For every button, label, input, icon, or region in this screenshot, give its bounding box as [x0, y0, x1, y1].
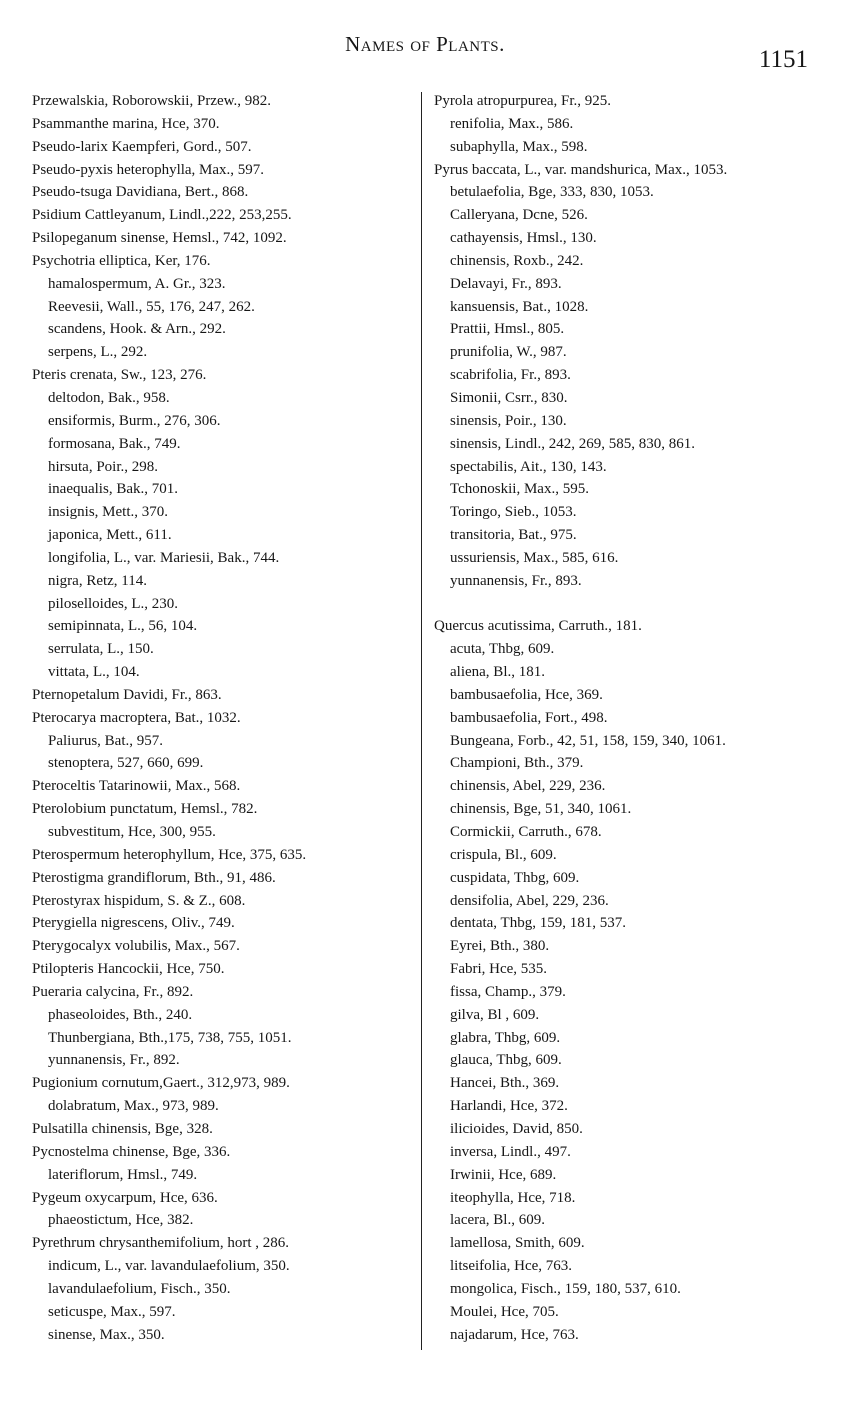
index-subentry: glabra, Thbg, 609.	[450, 1029, 561, 1046]
index-entry: Pseudo-pyxis heterophylla, Max., 597.	[32, 161, 265, 178]
index-subentry: subaphylla, Max., 598.	[450, 138, 588, 155]
index-subentry: lavandulaefolium, Fisch., 350.	[48, 1280, 231, 1297]
index-subentry: fissa, Champ., 379.	[450, 983, 566, 1000]
index-entry: Pternopetalum Davidi, Fr., 863.	[32, 686, 222, 703]
index-entry: Pueraria calycina, Fr., 892.	[32, 983, 194, 1000]
index-subentry: Harlandi, Hce, 372.	[450, 1098, 568, 1115]
index-subentry: chinensis, Abel, 229, 236.	[450, 778, 606, 795]
index-subentry: sinensis, Lindl., 242, 269, 585, 830, 861.	[450, 435, 696, 452]
index-subentry: semipinnata, L., 56, 104.	[48, 618, 198, 635]
index-subentry: Bungeana, Forb., 42, 51, 158, 159, 340, 1061.	[450, 732, 726, 749]
index-subentry: nigra, Retz, 114.	[48, 572, 148, 589]
index-entry: Pyrola atropurpurea, Fr., 925.	[434, 93, 612, 109]
index-subentry: ensiformis, Burm., 276, 306.	[48, 412, 221, 429]
index-entry: Pterostyrax hispidum, S. & Z., 608.	[32, 892, 246, 909]
index-subentry: gilva, Bl , 609.	[450, 1006, 540, 1023]
index-subentry: sinense, Max., 350.	[48, 1326, 165, 1343]
page-number: 1151	[758, 46, 808, 73]
index-subentry: formosana, Bak., 749.	[48, 435, 181, 452]
index-subentry: lamellosa, Smith, 609.	[450, 1235, 585, 1252]
index-entry: Pterygiella nigrescens, Oliv., 749.	[32, 915, 235, 932]
index-subentry: inaequalis, Bak., 701.	[48, 481, 178, 498]
column-divider	[421, 92, 422, 1350]
index-entry: Quercus acutissima, Carruth., 181.	[434, 618, 642, 635]
index-entry: Psidium Cattleyanum, Lindl.,222, 253,255.	[32, 207, 292, 224]
index-subentry: Moulei, Hce, 705.	[450, 1303, 559, 1320]
index-column-right	[434, 90, 834, 1346]
index-subentry: lacera, Bl., 609.	[450, 1212, 545, 1229]
index-subentry: iteophylla, Hce, 718.	[450, 1189, 576, 1206]
index-entry: Pterocarya macroptera, Bat., 1032.	[32, 709, 241, 726]
index-subentry: Delavayi, Fr., 893.	[450, 275, 562, 292]
index-subentry: Simonii, Csrr., 830.	[450, 389, 568, 406]
index-subentry: scandens, Hook. & Arn., 292.	[48, 321, 226, 338]
index-subentry: cathayensis, Hmsl., 130.	[450, 230, 597, 247]
index-subentry: Hancei, Bth., 369.	[450, 1075, 560, 1092]
index-entry: Pterolobium punctatum, Hemsl., 782.	[32, 801, 258, 818]
index-subentry: Eyrei, Bth., 380.	[450, 938, 550, 955]
index-subentry: Irwinii, Hce, 689.	[450, 1166, 557, 1183]
index-subentry: spectabilis, Ait., 130, 143.	[450, 458, 607, 475]
index-subentry: Prattii, Hmsl., 805.	[450, 321, 565, 338]
index-entry: Pulsatilla chinensis, Bge, 328.	[32, 1120, 213, 1137]
index-subentry: kansuensis, Bat., 1028.	[450, 298, 589, 315]
index-subentry: phaseoloides, Bth., 240.	[48, 1006, 193, 1023]
index-subentry: bambusaefolia, Fort., 498.	[450, 709, 608, 726]
index-subentry: cuspidata, Thbg, 609.	[450, 869, 580, 886]
index-subentry: hamalospermum, A. Gr., 323.	[48, 275, 226, 292]
index-subentry: yunnanensis, Fr., 893.	[450, 572, 582, 589]
index-entry: Pseudo-tsuga Davidiana, Bert., 868.	[32, 184, 249, 201]
index-subentry: ussuriensis, Max., 585, 616.	[450, 549, 619, 566]
index-subentry: bambusaefolia, Hce, 369.	[450, 686, 603, 703]
index-entry: Pyrus baccata, L., var. mandshurica, Max., 1053.	[434, 161, 728, 178]
index-subentry: chinensis, Bge, 51, 340, 1061.	[450, 801, 632, 818]
index-subentry: najadarum, Hce, 763.	[450, 1326, 579, 1343]
index-subentry: betulaefolia, Bge, 333, 830, 1053.	[450, 184, 654, 201]
index-entry: Psychotria elliptica, Ker, 176.	[32, 252, 211, 269]
index-entry: Pterygocalyx volubilis, Max., 567.	[32, 938, 240, 955]
index-subentry: seticuspe, Max., 597.	[48, 1303, 176, 1320]
index-subentry: stenoptera, 527, 660, 699.	[48, 755, 204, 772]
index-subentry: litseifolia, Hce, 763.	[450, 1258, 573, 1275]
index-subentry: prunifolia, W., 987.	[450, 344, 567, 361]
index-subentry: aliena, Bl., 181.	[450, 664, 545, 681]
index-entry: Pteroceltis Tatarinowii, Max., 568.	[32, 778, 241, 795]
index-subentry: lateriflorum, Hmsl., 749.	[48, 1166, 198, 1183]
index-subentry: Tchonoskii, Max., 595.	[450, 481, 589, 498]
index-entry: Pteris crenata, Sw., 123, 276.	[32, 367, 207, 384]
index-subentry: chinensis, Roxb., 242.	[450, 252, 584, 269]
index-subentry: yunnanensis, Fr., 892.	[48, 1052, 180, 1069]
section-gap	[434, 593, 834, 616]
index-subentry: phaeostictum, Hce, 382.	[48, 1212, 194, 1229]
index-subentry: indicum, L., var. lavandulaefolium, 350.	[48, 1258, 290, 1275]
index-subentry: subvestitum, Hce, 300, 955.	[48, 824, 216, 840]
index-entry: Pterospermum heterophyllum, Hce, 375, 635.	[32, 846, 307, 863]
index-subentry: Cormickii, Carruth., 678.	[450, 824, 602, 840]
index-subentry: deltodon, Bak., 958.	[48, 389, 170, 406]
index-subentry: piloselloides, L., 230.	[48, 595, 178, 612]
index-entry: Psammanthe marina, Hce, 370.	[32, 115, 220, 132]
index-entry: Pugionium cornutum,Gaert., 312,973, 989.	[32, 1075, 290, 1092]
index-subentry: Calleryana, Dcne, 526.	[450, 207, 588, 224]
index-entry: Pygeum oxycarpum, Hce, 636.	[32, 1189, 218, 1206]
index-subentry: insignis, Mett., 370.	[48, 504, 169, 521]
running-header: Names of Plants.	[345, 32, 505, 56]
index-subentry: ilicioides, David, 850.	[450, 1120, 583, 1137]
index-subentry: glauca, Thbg, 609.	[450, 1052, 562, 1069]
index-subentry: Paliurus, Bat., 957.	[48, 732, 163, 749]
index-subentry: densifolia, Abel, 229, 236.	[450, 892, 609, 909]
index-entry: Przewalskia, Roborowskii, Przew., 982.	[32, 93, 271, 109]
index-entry: Pseudo-larix Kaempferi, Gord., 507.	[32, 138, 252, 155]
index-subentry: crispula, Bl., 609.	[450, 846, 557, 863]
index-subentry: japonica, Mett., 611.	[48, 527, 172, 544]
index-entry: Pyrethrum chrysanthemifolium, hort , 286.	[32, 1235, 290, 1252]
index-entry: Pycnostelma chinense, Bge, 336.	[32, 1143, 231, 1160]
index-entry: Ptilopteris Hancockii, Hce, 750.	[32, 961, 225, 978]
index-subentry: sinensis, Poir., 130.	[450, 412, 567, 429]
index-entry: Psilopeganum sinense, Hemsl., 742, 1092.	[32, 230, 287, 247]
index-subentry: inversa, Lindl., 497.	[450, 1143, 571, 1160]
index-subentry: Toringo, Sieb., 1053.	[450, 504, 577, 521]
index-subentry: Fabri, Hce, 535.	[450, 961, 548, 978]
index-subentry: serrulata, L., 150.	[48, 641, 154, 658]
index-subentry: mongolica, Fisch., 159, 180, 537, 610.	[450, 1280, 681, 1297]
index-entry: Pterostigma grandiflorum, Bth., 91, 486.	[32, 869, 276, 886]
index-subentry: scabrifolia, Fr., 893.	[450, 367, 571, 384]
index-subentry: longifolia, L., var. Mariesii, Bak., 744.	[48, 549, 280, 566]
index-subentry: Thunbergiana, Bth.,175, 738, 755, 1051.	[48, 1029, 292, 1046]
index-subentry: renifolia, Max., 586.	[450, 115, 574, 132]
index-subentry: acuta, Thbg, 609.	[450, 641, 555, 658]
index-subentry: dolabratum, Max., 973, 989.	[48, 1098, 219, 1115]
index-subentry: Championi, Bth., 379.	[450, 755, 584, 772]
index-subentry: hirsuta, Poir., 298.	[48, 458, 159, 475]
index-subentry: serpens, L., 292.	[48, 344, 148, 361]
index-column-left	[32, 90, 412, 1346]
index-subentry: dentata, Thbg, 159, 181, 537.	[450, 915, 626, 932]
index-subentry: Reevesii, Wall., 55, 176, 247, 262.	[48, 298, 255, 315]
index-subentry: vittata, L., 104.	[48, 664, 140, 681]
index-subentry: transitoria, Bat., 975.	[450, 527, 577, 544]
